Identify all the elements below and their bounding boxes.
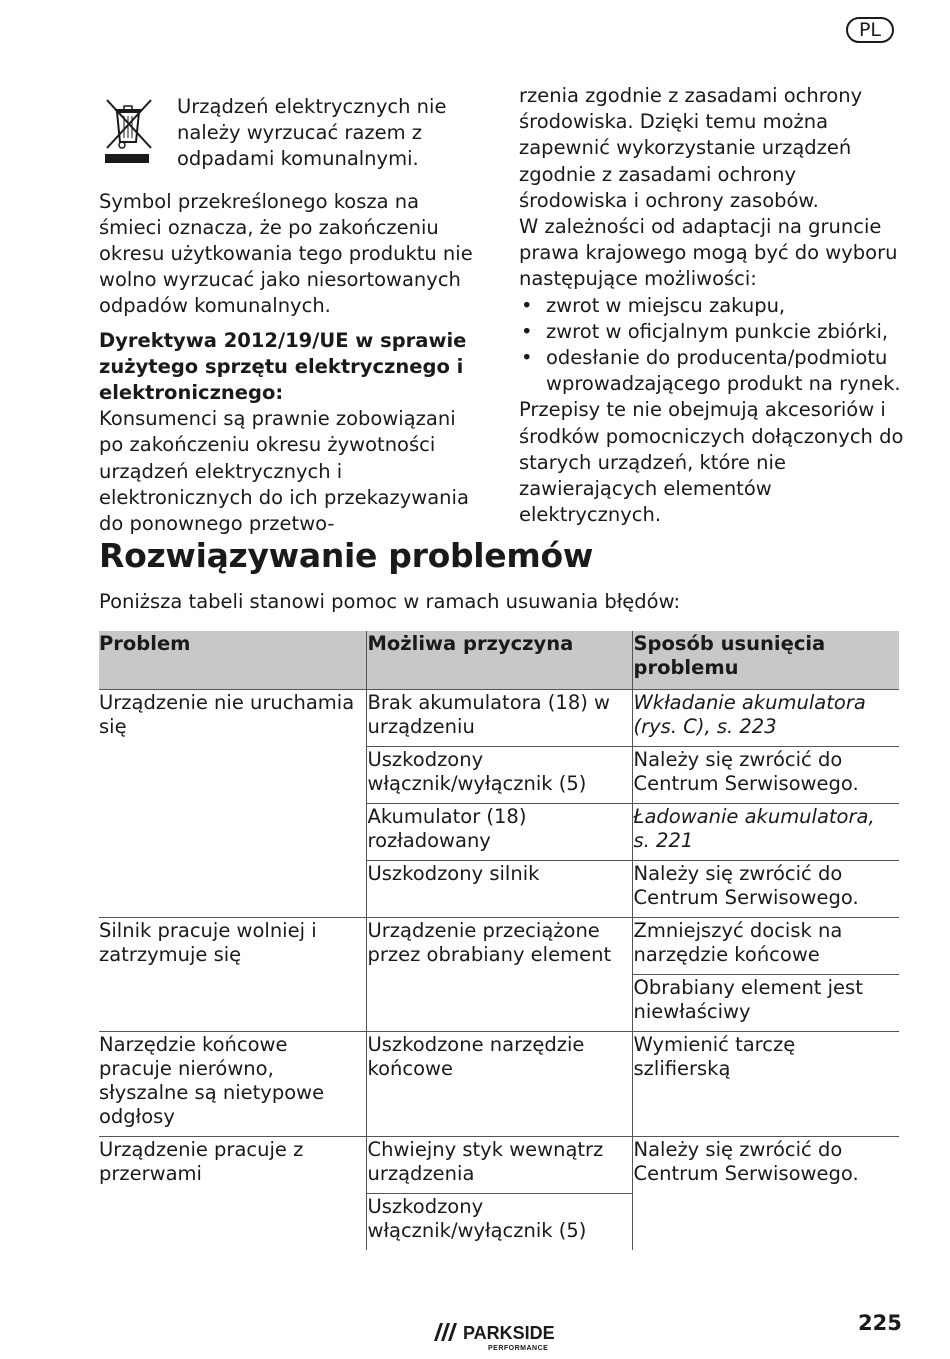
right-column	[519, 83, 904, 528]
list-item: • odesłanie do producenta/podmiotu wprowadzającego produkt na rynek.	[519, 345, 904, 397]
remedy-cell: Obrabiany element jest niewłaściwy	[632, 975, 899, 1032]
troubleshooting-table	[99, 631, 899, 1250]
remedy-cell: Zmniejszyć docisk na narzędzie końcowe	[632, 918, 899, 975]
weee-notice-text: Urządzeń elektrycznych nie należy wyrzucać razem z odpadami komunalnymi.	[177, 95, 447, 171]
table-row	[99, 690, 899, 747]
closing-text: Przepisy te nie obejmują akcesoriów i środków pomocniczych dołączonych do starych urządzeń, które nie zawierających elementów elektrycznych.	[519, 398, 904, 527]
crossed-out-bin-icon	[105, 98, 163, 168]
problem-cell: Narzędzie końcowe pracuje nierówno, słyszalne są nietypowe odgłosy	[99, 1032, 366, 1137]
continuation-text: rzenia zgodnie z zasadami ochrony środowiska. Dzięki temu można zapewnić wykorzystanie urządzeń zgodnie z zasadami ochrony środowiska i ochrony zasobów.	[519, 84, 863, 212]
options-intro: W zależności od adaptacji na gruncie prawa krajowego mogą być do wyboru następujące możliwości:	[519, 215, 898, 291]
remedy-cell: Wymienić tarczę szlifierską	[632, 1032, 899, 1137]
remedy-cell: Ładowanie akumulatora, s. 221	[632, 804, 899, 861]
remedy-cell: Należy się zwrócić do Centrum Serwisowego.	[632, 861, 899, 918]
table-row	[99, 1032, 899, 1137]
header-remedy: Sposób usunięcia problemu	[632, 631, 899, 690]
language-badge: PL	[846, 17, 894, 43]
cause-cell: Uszkodzony włącznik/wyłącznik (5)	[366, 747, 632, 804]
cause-cell: Brak akumulatora (18) w urządzeniu	[366, 690, 632, 747]
brand-text: PARKSIDE	[463, 1323, 555, 1343]
page-number: 225	[858, 1311, 902, 1335]
problem-cell: Urządzenie nie uruchamia się	[99, 690, 366, 918]
remedy-cell: Należy się zwrócić do Centrum Serwisowego.	[632, 747, 899, 804]
cause-cell: Uszkodzone narzędzie końcowe	[366, 1032, 632, 1137]
list-item: • zwrot w oficjalnym punkcie zbiórki,	[519, 319, 904, 345]
table-row	[99, 918, 899, 975]
left-column	[99, 94, 474, 537]
problem-cell: Silnik pracuje wolniej i zatrzymuje się	[99, 918, 366, 1032]
remedy-cell: Wkładanie akumulatora (rys. C), s. 223	[632, 690, 899, 747]
parkside-logo	[430, 1319, 580, 1353]
section-heading: Rozwiązywanie problemów	[99, 536, 594, 575]
header-problem: Problem	[99, 631, 366, 690]
cause-cell: Akumulator (18) rozładowany	[366, 804, 632, 861]
cause-cell: Uszkodzony włącznik/wyłącznik (5)	[366, 1194, 632, 1251]
remedy-cell: Należy się zwrócić do Centrum Serwisowego.	[632, 1137, 899, 1251]
cause-cell: Chwiejny styk wewnątrz urządzenia	[366, 1137, 632, 1194]
directive-heading: Dyrektywa 2012/19/UE w sprawie zużytego sprzętu elektrycznego i elektronicznego:	[99, 328, 467, 405]
list-item: • zwrot w miejscu zakupu,	[519, 293, 904, 319]
cause-cell: Urządzenie przeciążone przez obrabiany element	[366, 918, 632, 1032]
table-header-row	[99, 631, 899, 690]
weee-notice	[99, 94, 474, 173]
symbol-explanation: Symbol przekreślonego kosza na śmieci oznacza, że po zakończeniu okresu użytkowania tego produktu nie wolno wyrzucać jako niesortowanych odpadów komunalnych.	[99, 189, 473, 318]
table-row	[99, 1137, 899, 1194]
header-cause: Możliwa przyczyna	[366, 631, 632, 690]
options-list	[519, 293, 904, 398]
directive-text: Konsumenci są prawnie zobowiązani po zakończeniu okresu żywotności urządzeń elektrycznych i elektronicznych do ich przekazywania do ponownego przetwo-	[99, 407, 469, 536]
problem-cell: Urządzenie pracuje z przerwami	[99, 1137, 366, 1251]
brand-subtext: PERFORMANCE	[488, 1345, 549, 1352]
section-intro: Poniższa tabeli stanowi pomoc w ramach usuwania błędów:	[99, 590, 681, 613]
cause-cell: Uszkodzony silnik	[366, 861, 632, 918]
